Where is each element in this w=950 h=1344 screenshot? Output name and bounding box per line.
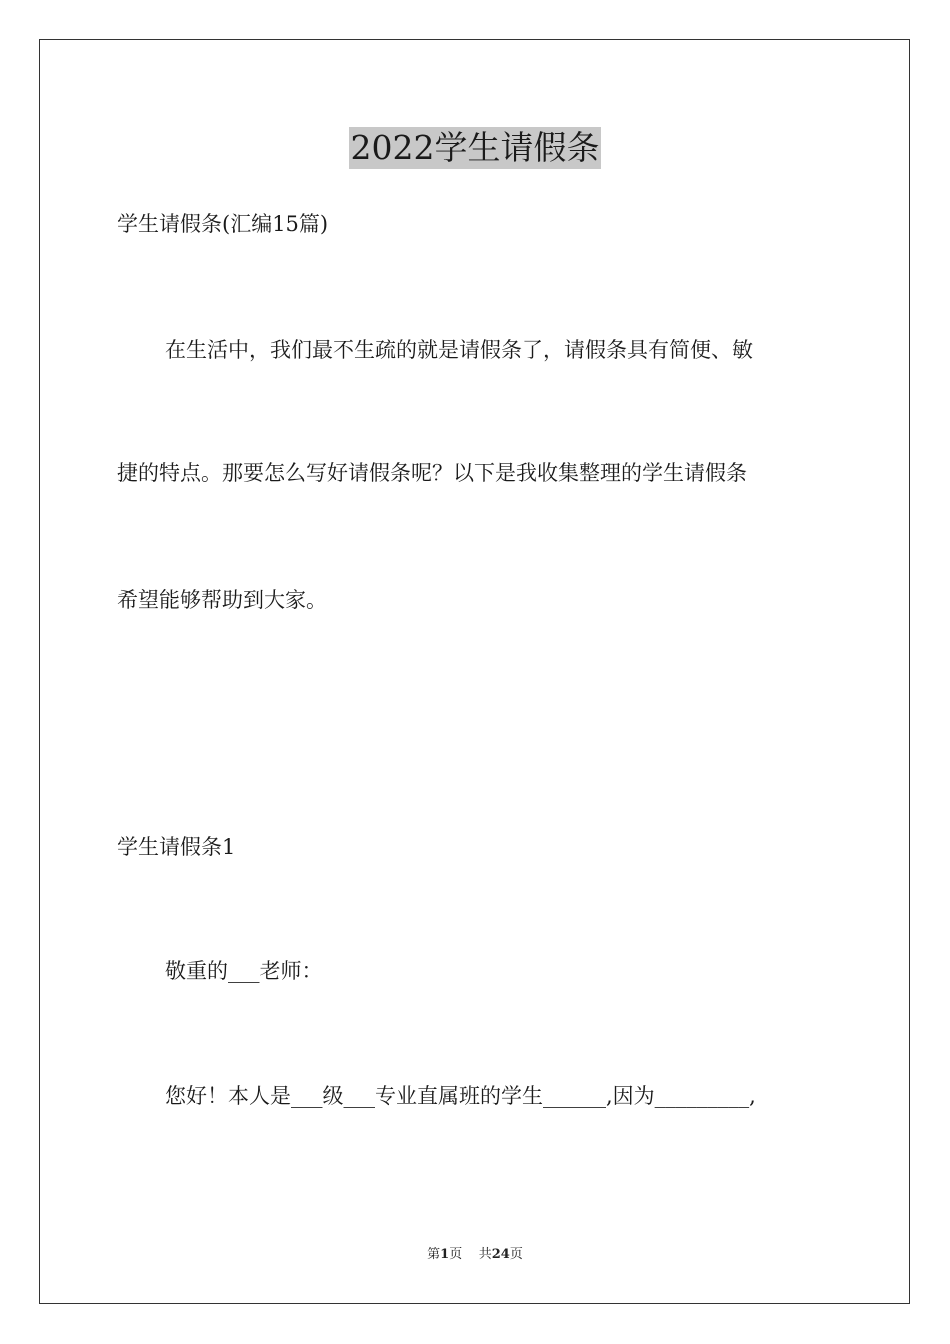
- footer-total-pages: 24: [491, 1247, 510, 1262]
- document-subtitle: 学生请假条(汇编15篇): [117, 212, 329, 236]
- footer-total-suffix: 页: [509, 1247, 523, 1262]
- intro-paragraph-line-2: 捷的特点。那要怎么写好请假条呢？以下是我收集整理的学生请假条: [117, 461, 747, 485]
- letter-body-line-1: 您好！本人是___级___专业直属班的学生______,因为_________,: [165, 1084, 756, 1108]
- title-container: [0, 127, 950, 169]
- footer-page-suffix: 页: [449, 1247, 463, 1262]
- footer-total-prefix: 共: [478, 1247, 492, 1262]
- page-footer: [0, 1246, 950, 1264]
- footer-page-prefix: 第: [427, 1247, 441, 1262]
- intro-paragraph-line-3: 希望能够帮助到大家。: [117, 588, 327, 612]
- section-heading: 学生请假条1: [117, 835, 236, 859]
- intro-paragraph-line-1: 在生活中，我们最不生疏的就是请假条了，请假条具有简便、敏: [165, 338, 753, 362]
- footer-page-number: 1: [440, 1247, 450, 1262]
- letter-salutation: 敬重的___老师：: [165, 959, 323, 983]
- document-title: 2022学生请假条: [350, 128, 600, 167]
